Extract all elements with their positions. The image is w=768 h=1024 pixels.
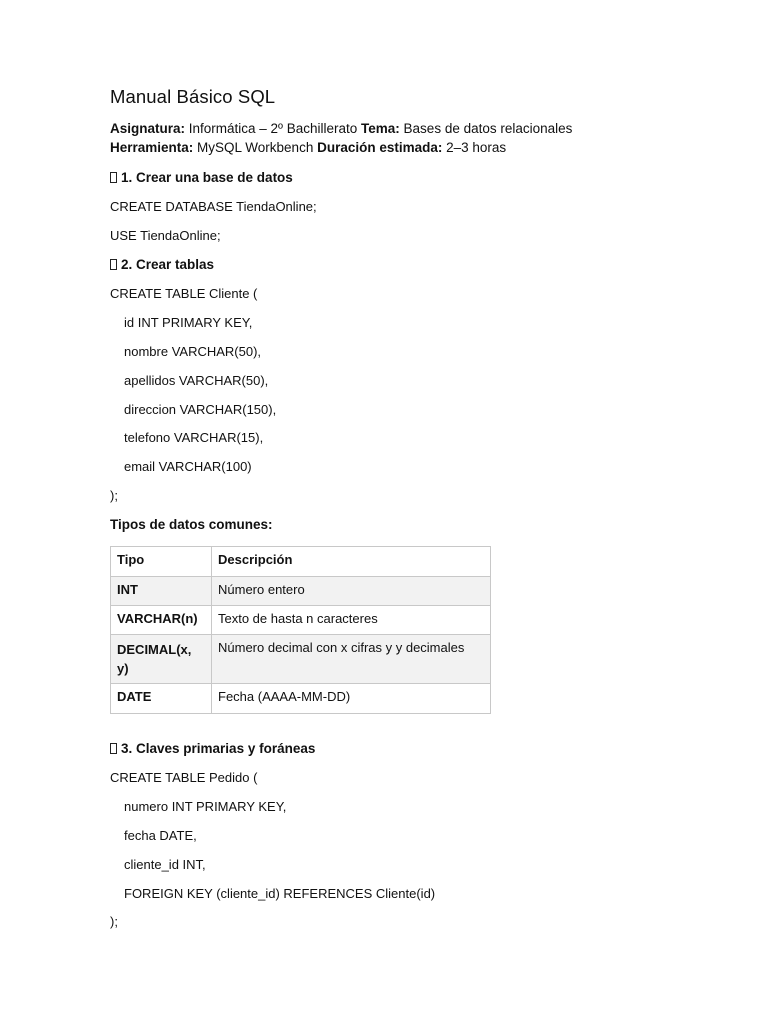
- missing-glyph-icon: [110, 259, 117, 270]
- table-header-description: Descripción: [212, 547, 491, 577]
- code-line: FOREIGN KEY (cliente_id) REFERENCES Cliente(id): [124, 886, 436, 901]
- missing-glyph-icon: [110, 743, 117, 754]
- code-line: );: [110, 488, 118, 503]
- code-line: nombre VARCHAR(50),: [124, 344, 262, 359]
- table-cell-type-text: DECIMAL(x,y): [117, 642, 192, 676]
- section-3-heading: [110, 741, 315, 756]
- code-line: USE TiendaOnline;: [110, 228, 221, 243]
- table-cell-type: [111, 635, 212, 684]
- code-line: apellidos VARCHAR(50),: [124, 373, 269, 388]
- code-line: cliente_id INT,: [124, 857, 206, 872]
- tool-label: Herramienta:: [110, 140, 194, 155]
- code-line: direccion VARCHAR(150),: [124, 402, 277, 417]
- table-header-type: Tipo: [111, 547, 212, 577]
- code-line: numero INT PRIMARY KEY,: [124, 799, 287, 814]
- code-line: CREATE DATABASE TiendaOnline;: [110, 199, 317, 214]
- table-cell-description: Texto de hasta n caracteres: [212, 606, 491, 635]
- code-line: CREATE TABLE Cliente (: [110, 286, 258, 301]
- code-line: email VARCHAR(100): [124, 459, 252, 474]
- table-header-row: [111, 547, 491, 577]
- section-1-heading-text: 1. Crear una base de datos: [121, 170, 293, 185]
- section-2-heading: [110, 257, 214, 272]
- document-title: Manual Básico SQL: [110, 86, 276, 107]
- table-row: [111, 577, 491, 606]
- code-line: );: [110, 914, 118, 929]
- topic-value: Bases de datos relacionales: [399, 121, 573, 136]
- data-types-table: [110, 546, 491, 714]
- section-3-heading-text: 3. Claves primarias y foráneas: [121, 741, 316, 756]
- section-2-heading-text: 2. Crear tablas: [121, 257, 215, 272]
- tool-value: MySQL Workbench: [193, 140, 318, 155]
- table-cell-description: Número decimal con x cifras y y decimales: [212, 635, 491, 684]
- table-row: [111, 684, 491, 714]
- table-row: [111, 635, 491, 684]
- table-row: [111, 606, 491, 635]
- table-cell-type: INT: [111, 577, 212, 606]
- code-line: telefono VARCHAR(15),: [124, 430, 264, 445]
- table-cell-type: DATE: [111, 684, 212, 714]
- table-cell-description: Fecha (AAAA-MM-DD): [212, 684, 491, 714]
- code-line: fecha DATE,: [124, 828, 197, 843]
- subject-value: Informática – 2º Bachillerato: [185, 121, 362, 136]
- types-heading: Tipos de datos comunes:: [110, 517, 273, 532]
- subject-label: Asignatura:: [110, 121, 186, 136]
- duration-label: Duración estimada:: [317, 140, 443, 155]
- missing-glyph-icon: [110, 172, 117, 183]
- meta-subject-topic: [110, 121, 572, 136]
- section-1-heading: [110, 170, 293, 185]
- duration-value: 2–3 horas: [442, 140, 507, 155]
- code-line: CREATE TABLE Pedido (: [110, 770, 258, 785]
- code-line: id INT PRIMARY KEY,: [124, 315, 253, 330]
- table-cell-type: VARCHAR(n): [111, 606, 212, 635]
- meta-tool-duration: [110, 140, 506, 155]
- table-cell-description: Número entero: [212, 577, 491, 606]
- topic-label: Tema:: [361, 121, 400, 136]
